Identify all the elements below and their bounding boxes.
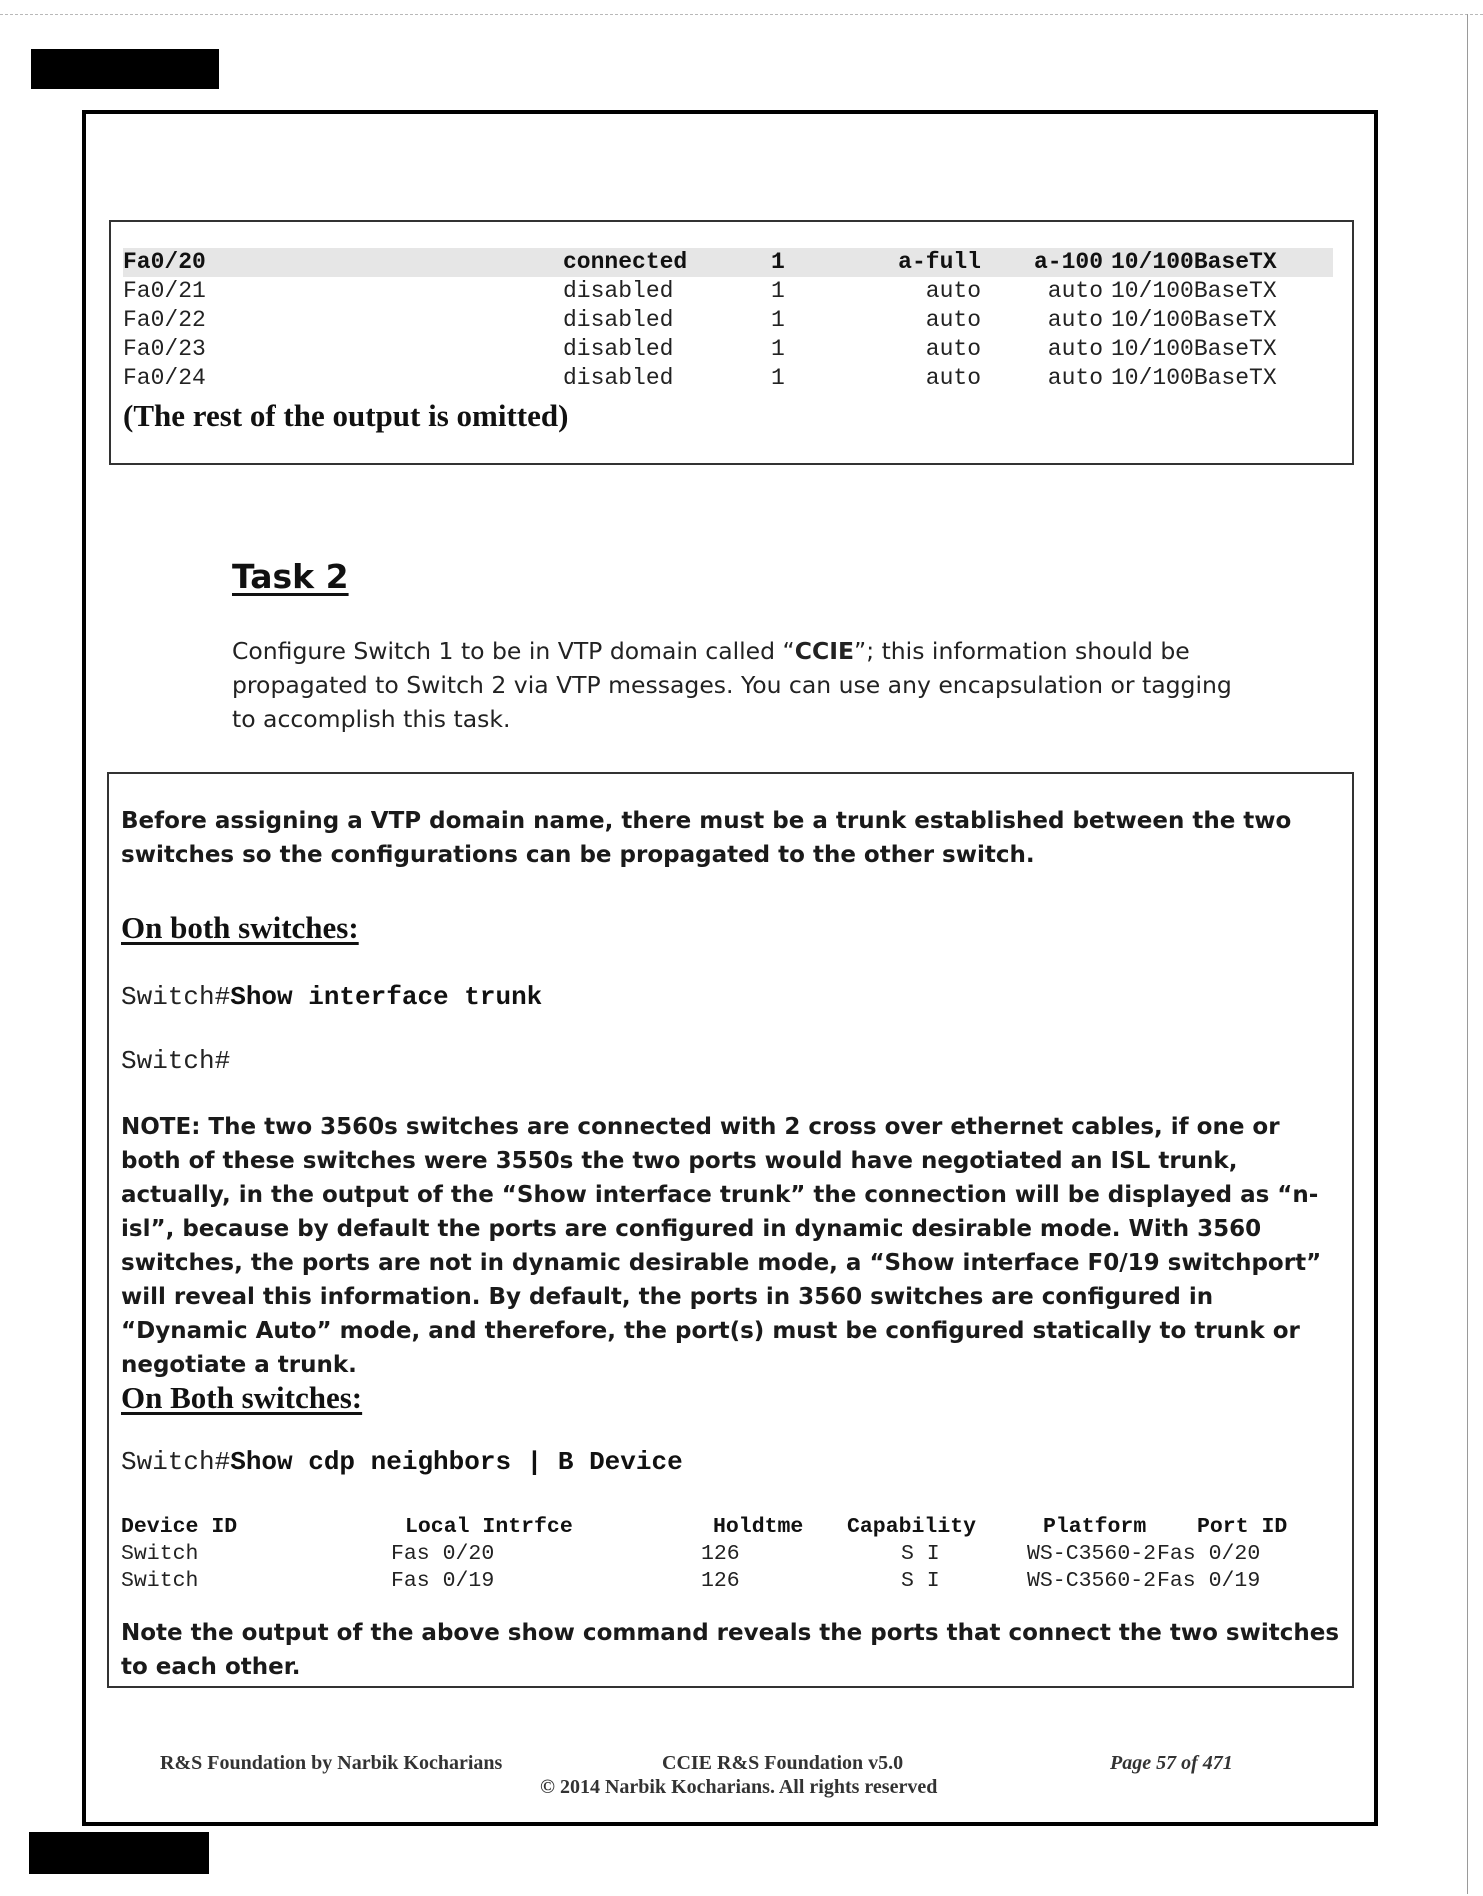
cdp-col-hold: Holdtme bbox=[713, 1515, 804, 1539]
interface-speed: auto bbox=[1047, 336, 1103, 362]
cdp-row bbox=[121, 1541, 1331, 1568]
interface-output-box bbox=[109, 220, 1354, 465]
interface-type: 10/100BaseTX bbox=[1111, 249, 1277, 275]
interface-vlan: 1 bbox=[771, 307, 785, 333]
interface-duplex: auto bbox=[925, 278, 981, 304]
interface-row bbox=[123, 277, 1333, 306]
cdp-capability: S I bbox=[901, 1542, 940, 1566]
footer-page-number: Page 57 of 471 bbox=[1110, 1752, 1233, 1774]
intro-paragraph: Before assigning a VTP domain name, there must be a trunk established between the two switches so the configurations can be propagated to the other switch. bbox=[121, 808, 1292, 868]
interface-duplex: auto bbox=[925, 307, 981, 333]
cdp-platform: WS-C3560-2 bbox=[1027, 1569, 1157, 1593]
interface-vlan: 1 bbox=[771, 336, 785, 362]
task-title: Task 2 bbox=[232, 557, 349, 596]
cdp-col-capability: Capability bbox=[847, 1515, 977, 1539]
interface-port: Fa0/21 bbox=[123, 278, 206, 304]
interface-vlan: 1 bbox=[771, 365, 785, 391]
scan-edge-right bbox=[1467, 14, 1468, 1894]
redaction-bar-bottom bbox=[29, 1832, 209, 1874]
interface-row bbox=[123, 364, 1333, 393]
cli-prompt: Switch# bbox=[121, 982, 231, 1012]
interface-row bbox=[123, 248, 1333, 277]
interface-row bbox=[123, 306, 1333, 335]
interface-port: Fa0/20 bbox=[123, 249, 206, 275]
interface-speed: auto bbox=[1047, 365, 1103, 391]
omitted-note: (The rest of the output is omitted) bbox=[123, 398, 569, 433]
cli-prompt: Switch# bbox=[121, 1046, 231, 1076]
interface-vlan: 1 bbox=[771, 278, 785, 304]
cdp-col-port: Port ID bbox=[1197, 1515, 1288, 1539]
interface-speed: auto bbox=[1047, 278, 1103, 304]
interface-duplex: auto bbox=[925, 365, 981, 391]
command-line bbox=[121, 1046, 230, 1076]
cli-prompt: Switch# bbox=[121, 1447, 231, 1477]
interface-status: disabled bbox=[563, 336, 674, 362]
cdp-device: Switch bbox=[121, 1569, 199, 1593]
interface-port: Fa0/23 bbox=[123, 336, 206, 362]
interface-type: 10/100BaseTX bbox=[1111, 365, 1277, 391]
redaction-bar-top bbox=[31, 49, 219, 89]
cdp-row bbox=[121, 1568, 1331, 1595]
interface-status: connected bbox=[563, 249, 688, 275]
note-paragraph: NOTE: The two 3560s switches are connected with 2 cross over ethernet cables, if one or both of these switches were 3550s the two ports would have negotiated an ISL trunk, actually, in the output of the “Show interface trunk” the connection will be displayed as “n-isl”, because by default the ports are configured in dynamic desirable mode. With 3560 switches, the ports are not in dynamic desirable mode, a “Show interface F0/19 switchport” will reveal this information. By default, the ports in 3560 switches are configured in “Dynamic Auto” mode, and therefore, the port(s) must be configured statically to trunk or negotiate a trunk. bbox=[121, 1114, 1322, 1378]
interface-vlan: 1 bbox=[771, 249, 785, 275]
domain-name: CCIE bbox=[794, 637, 855, 665]
interface-port: Fa0/22 bbox=[123, 307, 206, 333]
interface-type: 10/100BaseTX bbox=[1111, 307, 1277, 333]
cdp-device: Switch bbox=[121, 1542, 199, 1566]
interface-row bbox=[123, 335, 1333, 364]
cdp-port: Fas 0/20 bbox=[1157, 1542, 1261, 1566]
interface-status: disabled bbox=[563, 278, 674, 304]
cdp-hold: 126 bbox=[701, 1569, 740, 1593]
footer-copyright: © 2014 Narbik Kocharians. All rights reserved bbox=[540, 1776, 938, 1798]
task-desc-text: Configure Switch 1 to be in VTP domain called “ bbox=[232, 637, 795, 665]
command-line bbox=[121, 982, 542, 1012]
footer-author: R&S Foundation by Narbik Kocharians bbox=[160, 1752, 503, 1774]
cdp-col-local: Local Intrfce bbox=[405, 1515, 573, 1539]
task-description bbox=[232, 634, 1252, 736]
scan-edge-top bbox=[0, 14, 1483, 16]
command-line bbox=[121, 1447, 683, 1477]
interface-speed: auto bbox=[1047, 307, 1103, 333]
section-heading: On both switches: bbox=[121, 910, 359, 945]
section-heading: On Both switches: bbox=[121, 1380, 363, 1415]
interface-status: disabled bbox=[563, 365, 674, 391]
interface-type: 10/100BaseTX bbox=[1111, 336, 1277, 362]
cdp-capability: S I bbox=[901, 1569, 940, 1593]
cdp-port: Fas 0/19 bbox=[1157, 1569, 1261, 1593]
interface-duplex: a-full bbox=[898, 249, 981, 275]
solution-box bbox=[107, 772, 1354, 1688]
cdp-hold: 126 bbox=[701, 1542, 740, 1566]
cdp-local: Fas 0/20 bbox=[391, 1542, 495, 1566]
cdp-local: Fas 0/19 bbox=[391, 1569, 495, 1593]
cli-command: Show interface trunk bbox=[230, 982, 543, 1012]
footer-title: CCIE R&S Foundation v5.0 bbox=[662, 1752, 904, 1774]
interface-speed: a-100 bbox=[1033, 249, 1103, 275]
interface-status: disabled bbox=[563, 307, 674, 333]
cdp-col-platform: Platform bbox=[1043, 1515, 1147, 1539]
task-desc-text: ”; this information should be propagated to Switch 2 via VTP messages. You can use any encapsulation or tagging to accomplish this task. bbox=[232, 637, 1232, 733]
closing-paragraph: Note the output of the above show command reveals the ports that connect the two switches to each other. bbox=[121, 1620, 1340, 1680]
cdp-platform: WS-C3560-2 bbox=[1027, 1542, 1157, 1566]
interface-type: 10/100BaseTX bbox=[1111, 278, 1277, 304]
interface-duplex: auto bbox=[925, 336, 981, 362]
interface-port: Fa0/24 bbox=[123, 365, 206, 391]
cdp-col-device: Device ID bbox=[121, 1515, 238, 1539]
cdp-header-row bbox=[121, 1514, 1331, 1541]
cli-command: Show cdp neighbors | B Device bbox=[230, 1447, 683, 1477]
